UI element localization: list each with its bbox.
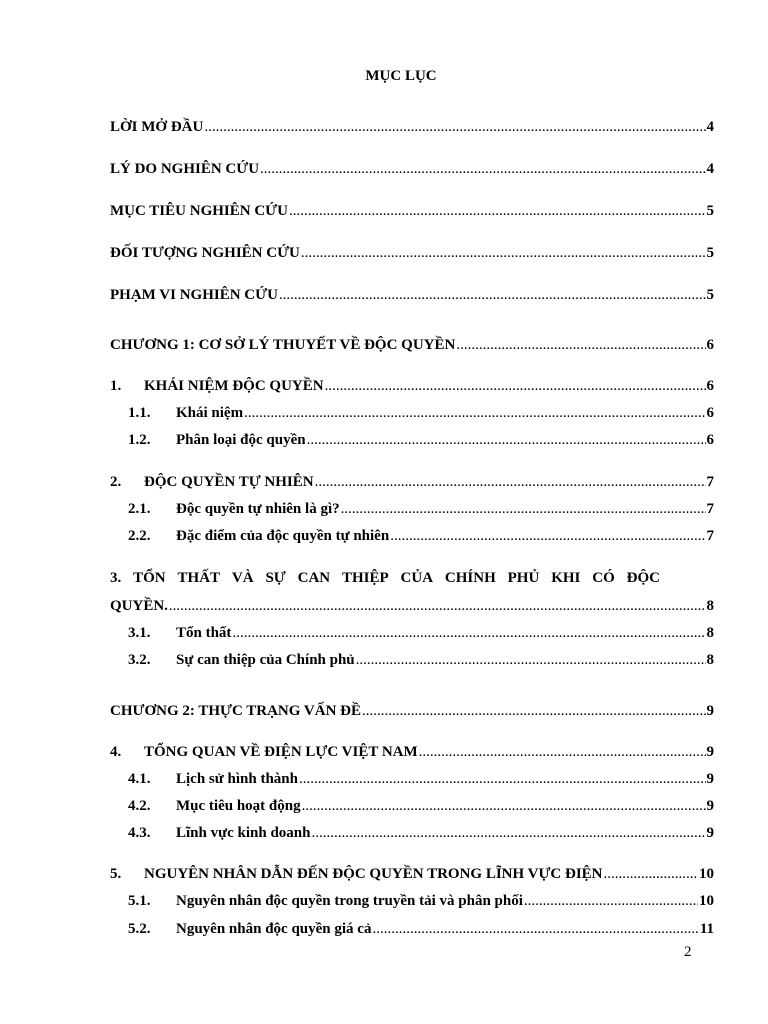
toc-entry-page: 6 (706, 337, 714, 353)
toc-entry-number: 4. (110, 744, 122, 760)
dot-leader (341, 500, 706, 518)
toc-subsection[interactable] (128, 651, 714, 669)
toc-entry-text: CHƯƠNG 2: THỰC TRẠNG VẤN ĐỀ (110, 703, 361, 719)
toc-subsection[interactable] (128, 404, 714, 422)
toc-entry-number: 4.3. (128, 825, 151, 841)
toc-entry-text: Nguyên nhân độc quyền giá cả (176, 921, 372, 937)
toc-word: PHỦ (507, 570, 540, 586)
toc-entry-page: 7 (706, 528, 714, 544)
toc-entry-text: MỤC TIÊU NGHIÊN CỨU (110, 203, 288, 219)
toc-entry-text: Tổn thất (176, 625, 232, 641)
dot-leader (456, 336, 705, 354)
toc-word: TỔN (133, 570, 166, 586)
toc-entry-number: 1.1. (128, 405, 151, 421)
page-number: 2 (684, 944, 692, 960)
toc-subsection[interactable] (128, 892, 714, 910)
toc-subsection[interactable] (128, 527, 714, 545)
toc-subsection[interactable] (128, 920, 714, 938)
toc-entry-number: 2. (110, 474, 122, 490)
toc-word: THẤT (177, 570, 221, 586)
toc-subsection[interactable] (128, 431, 714, 449)
toc-entry-number: 5.1. (128, 893, 151, 909)
dot-leader (169, 597, 706, 615)
toc-entry-page: 6 (706, 432, 714, 448)
toc-entry-page: 8 (706, 625, 714, 641)
toc-section[interactable] (110, 865, 714, 883)
toc-entry-text: Khái niệm (176, 405, 244, 421)
toc-entry-page: 9 (706, 798, 714, 814)
toc-entry-text: KHÁI NIỆM ĐỘC QUYỀN (144, 378, 324, 394)
toc-word: THIỆP (341, 570, 389, 586)
toc-entry-page: 7 (706, 501, 714, 517)
toc-entry[interactable] (110, 118, 714, 136)
toc-section-wrapped-line1[interactable] (110, 569, 660, 587)
toc-entry-page: 9 (706, 825, 714, 841)
toc-subsection[interactable] (128, 824, 714, 842)
toc-section[interactable] (110, 743, 714, 761)
toc-word: CAN (297, 570, 331, 586)
toc-subsection[interactable] (128, 500, 714, 518)
toc-entry-page: 10 (699, 866, 714, 882)
dot-leader (604, 865, 698, 883)
toc-entry-text: Phân loại độc quyền (176, 432, 306, 448)
dot-leader (325, 377, 706, 395)
dot-leader (244, 404, 705, 422)
toc-entry-text: Nguyên nhân độc quyền trong truyền tải và phân phối (176, 893, 523, 909)
toc-entry-number: 2.1. (128, 501, 151, 517)
dot-leader (356, 651, 706, 669)
toc-subsection[interactable] (128, 770, 714, 788)
toc-entry-number: 1. (110, 378, 122, 394)
toc-entry-text: TỔNG QUAN VỀ ĐIỆN LỰC VIỆT NAM (144, 744, 418, 760)
toc-entry-text: Mục tiêu hoạt động (176, 798, 301, 814)
toc-title: MỤC LỤC (365, 68, 437, 84)
toc-entry-number: 5. (110, 866, 122, 882)
toc-entry-text: Độc quyền tự nhiên là gì? (176, 501, 340, 517)
toc-entry-page: 6 (706, 378, 714, 394)
toc-word: SỰ (265, 570, 286, 586)
dot-leader (289, 202, 706, 220)
toc-entry-number: 4.1. (128, 771, 151, 787)
toc-chapter[interactable] (110, 336, 714, 354)
toc-entry[interactable] (110, 202, 714, 220)
toc-word: VÀ (231, 570, 254, 586)
toc-entry-page: 10 (699, 893, 714, 909)
dot-leader (372, 920, 698, 938)
toc-entry-page: 9 (706, 703, 714, 719)
toc-entry[interactable] (110, 286, 714, 304)
toc-entry-text: Sự can thiệp của Chính phủ (176, 652, 355, 668)
toc-entry-text: Đặc điểm của độc quyền tự nhiên (176, 528, 390, 544)
toc-subsection[interactable] (128, 624, 714, 642)
dot-leader (232, 624, 705, 642)
toc-entry-text: LỜI MỞ ĐẦU (110, 119, 204, 135)
toc-entry-page: 9 (706, 744, 714, 760)
toc-word: CÓ (592, 570, 615, 586)
toc-entry-text: LÝ DO NGHIÊN CỨU (110, 161, 260, 177)
dot-leader (362, 702, 706, 720)
toc-entry-page: 8 (706, 598, 714, 614)
dot-leader (302, 797, 706, 815)
toc-entry-page: 5 (706, 203, 714, 219)
toc-entry-text: ĐỐI TƯỢNG NGHIÊN CỨU (110, 245, 300, 261)
toc-entry-page: 9 (706, 771, 714, 787)
toc-section-wrapped-line2[interactable] (110, 597, 714, 615)
toc-entry-text: ĐỘC QUYỀN TỰ NHIÊN (144, 474, 314, 490)
dot-leader (419, 743, 706, 761)
toc-entry-text: Lịch sử hình thành (176, 771, 298, 787)
toc-entry-number: 3.1. (128, 625, 151, 641)
toc-entry-text: PHẠM VI NGHIÊN CỨU (110, 287, 278, 303)
toc-entry-page: 4 (706, 161, 714, 177)
toc-entry-text: CHƯƠNG 1: CƠ SỞ LÝ THUYẾT VỀ ĐỘC QUYỀN (110, 337, 456, 353)
toc-entry-page: 7 (706, 474, 714, 490)
dot-leader (307, 431, 706, 449)
toc-entry-number: 4.2. (128, 798, 151, 814)
dot-leader (524, 892, 698, 910)
toc-entry-text: QUYỀN. (110, 598, 168, 614)
dot-leader (301, 244, 706, 262)
toc-entry-page: 5 (706, 287, 714, 303)
toc-entry-page: 4 (706, 119, 714, 135)
toc-entry-number: 2.2. (128, 528, 151, 544)
dot-leader (260, 160, 705, 178)
dot-leader (390, 527, 705, 545)
toc-word: CHÍNH (444, 570, 496, 586)
toc-entry-text: NGUYÊN NHÂN DẪN ĐẾN ĐỘC QUYỀN TRONG LĨNH VỰC ĐIỆN (144, 866, 603, 882)
toc-entry[interactable] (110, 160, 714, 178)
toc-entry-page: 5 (706, 245, 714, 261)
dot-leader (279, 286, 706, 304)
toc-section[interactable] (110, 377, 714, 395)
toc-word: ĐỘC (626, 570, 660, 586)
toc-entry-page: 8 (706, 652, 714, 668)
toc-entry[interactable] (110, 244, 714, 262)
dot-leader (312, 824, 706, 842)
toc-entry-number: 3. (110, 570, 122, 586)
toc-entry-page: 6 (706, 405, 714, 421)
toc-entry-number: 3.2. (128, 652, 151, 668)
dot-leader (204, 118, 705, 136)
toc-entry-text: Lĩnh vực kinh doanh (176, 825, 311, 841)
dot-leader (299, 770, 706, 788)
toc-entry-number: 1.2. (128, 432, 151, 448)
toc-entry-page: 11 (699, 921, 714, 937)
toc-section[interactable] (110, 473, 714, 491)
dot-leader (315, 473, 706, 491)
toc-word: KHI (551, 570, 581, 586)
toc-word: CỦA (400, 570, 434, 586)
toc-chapter[interactable] (110, 702, 714, 720)
toc-subsection[interactable] (128, 797, 714, 815)
toc-entry-number: 5.2. (128, 921, 151, 937)
